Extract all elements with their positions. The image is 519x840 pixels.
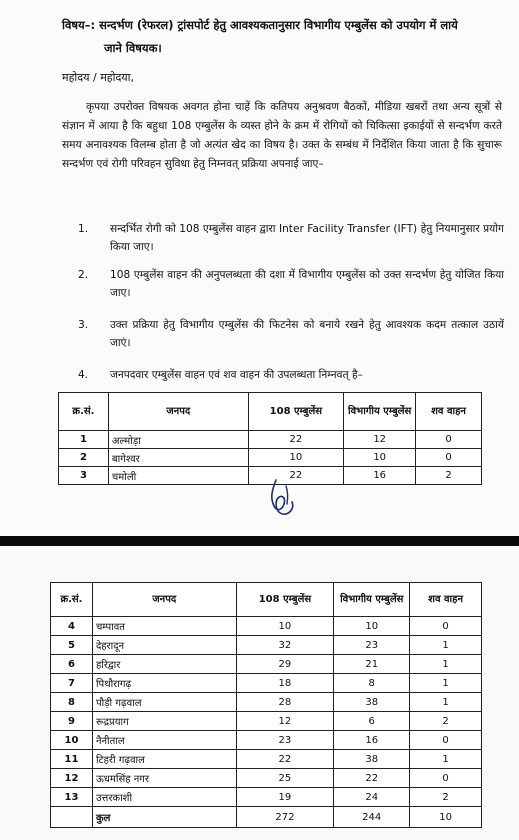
cell-dept: 12 bbox=[344, 431, 416, 449]
header-dept-ambulance: विभागीय एम्बुलेंस bbox=[344, 393, 416, 431]
cell-108: 10 bbox=[236, 617, 334, 636]
point-number: 1. bbox=[78, 223, 89, 235]
page-divider bbox=[0, 536, 519, 546]
cell-108: 32 bbox=[236, 636, 334, 655]
header-hearse: शव वाहन bbox=[410, 583, 482, 617]
cell-dept: 16 bbox=[334, 731, 410, 750]
total-dept: 244 bbox=[334, 807, 410, 828]
intro-text: कृपया उपरोक्त विषयक अवगत होना चाहें कि कतिपय अनुश्रवण बैठकों, मीडिया खबरों तथा अन्य सूत्रों से संज्ञान में आया है कि बहुधा 108 एम्बुलेंस के व्यस्त होने के क्रम में रोगियों को चिकित्सा इकाईयों से सन्दर्भण करते समय अनावश्यक विलम्ब होता है जो अत्यंत खेद का विषय है। उक्त के सम्बंध में निर्देशित किया जाता है कि सुचारू सन्दर्भण एवं रोगी परिवहन सुविधा हेतु निम्नवत् प्रक्रिया अपनाई जाए– bbox=[62, 101, 502, 170]
cell-dept: 8 bbox=[334, 674, 410, 693]
table-header-row bbox=[59, 393, 482, 431]
header-dept-ambulance: विभागीय एम्बुलेंस bbox=[334, 583, 410, 617]
cell-dept: 16 bbox=[344, 467, 416, 485]
cell-dept: 23 bbox=[334, 636, 410, 655]
point-text: सन्दर्भित रोगी को 108 एम्बुलेंस वाहन द्वारा Inter Facility Transfer (IFT) हेतु नियमानुसार प्रयोग किया जाए। bbox=[110, 223, 504, 253]
subject-text-line2: जाने विषयक। bbox=[104, 41, 162, 55]
cell-dept: 6 bbox=[334, 712, 410, 731]
cell-sno: 7 bbox=[51, 674, 93, 693]
point-number: 2. bbox=[78, 269, 89, 281]
cell-hearse: 0 bbox=[410, 769, 482, 788]
cell-108: 19 bbox=[236, 788, 334, 807]
cell-108: 22 bbox=[248, 467, 344, 485]
table-row bbox=[51, 674, 482, 693]
cell-dept: 24 bbox=[334, 788, 410, 807]
cell-district: नैनीताल bbox=[92, 731, 236, 750]
cell-dept: 21 bbox=[334, 655, 410, 674]
table-row bbox=[51, 769, 482, 788]
cell-district: उत्तरकाशी bbox=[92, 788, 236, 807]
table-row bbox=[51, 788, 482, 807]
cell-108: 10 bbox=[248, 449, 344, 467]
cell-hearse: 2 bbox=[410, 712, 482, 731]
cell-sno: 12 bbox=[51, 769, 93, 788]
cell-hearse: 0 bbox=[410, 617, 482, 636]
point-text: जनपदवार एम्बुलेंस वाहन एवं शव वाहन की उपलब्धता निम्नवत् है– bbox=[110, 369, 363, 381]
cell-sno: 9 bbox=[51, 712, 93, 731]
cell-hearse: 1 bbox=[410, 655, 482, 674]
subject-line bbox=[62, 14, 502, 60]
total-108: 272 bbox=[236, 807, 334, 828]
district-table-part1 bbox=[58, 392, 482, 485]
cell-108: 12 bbox=[236, 712, 334, 731]
table-row bbox=[51, 731, 482, 750]
cell-108: 23 bbox=[236, 731, 334, 750]
total-label: कुल bbox=[92, 807, 236, 828]
intro-paragraph bbox=[62, 98, 502, 174]
table-total-row bbox=[51, 807, 482, 828]
header-sno: क्र.सं. bbox=[51, 583, 93, 617]
cell-dept: 10 bbox=[344, 449, 416, 467]
cell-hearse: 1 bbox=[410, 750, 482, 769]
cell-hearse: 2 bbox=[410, 788, 482, 807]
table-row bbox=[59, 431, 482, 449]
point-number: 3. bbox=[78, 319, 89, 331]
cell-sno: 2 bbox=[59, 449, 109, 467]
cell-hearse: 2 bbox=[416, 467, 482, 485]
cell-108: 18 bbox=[236, 674, 334, 693]
cell-district: रूद्रप्रयाग bbox=[92, 712, 236, 731]
cell-district: पौड़ी गढ़वाल bbox=[92, 693, 236, 712]
header-108-ambulance: 108 एम्बुलेंस bbox=[248, 393, 344, 431]
point-text: उक्त प्रक्रिया हेतु विभागीय एम्बुलेंस की फिटनेस को बनाये रखने हेतु आवश्यक कदम तत्काल उठायें जाएं। bbox=[110, 319, 504, 349]
subject-label: विषय–: bbox=[62, 18, 96, 32]
cell-hearse: 0 bbox=[416, 449, 482, 467]
cell-108: 22 bbox=[236, 750, 334, 769]
letter-page-2 bbox=[0, 546, 519, 840]
cell-dept: 10 bbox=[334, 617, 410, 636]
cell-hearse: 1 bbox=[410, 693, 482, 712]
salutation: महोदय / महोदया, bbox=[62, 71, 135, 84]
header-district: जनपद bbox=[92, 583, 236, 617]
table-row bbox=[51, 750, 482, 769]
table-header-row bbox=[51, 583, 482, 617]
cell-hearse: 0 bbox=[410, 731, 482, 750]
cell-108: 28 bbox=[236, 693, 334, 712]
cell-district: चमोली bbox=[108, 467, 248, 485]
cell-hearse: 1 bbox=[410, 636, 482, 655]
cell-sno: 11 bbox=[51, 750, 93, 769]
cell-district: देहरादून bbox=[92, 636, 236, 655]
cell-hearse: 0 bbox=[416, 431, 482, 449]
cell-sno: 4 bbox=[51, 617, 93, 636]
cell-hearse: 1 bbox=[410, 674, 482, 693]
cell-sno: 10 bbox=[51, 731, 93, 750]
district-table-part2 bbox=[50, 582, 482, 828]
total-hearse: 10 bbox=[410, 807, 482, 828]
table-row bbox=[51, 712, 482, 731]
cell-sno bbox=[51, 807, 93, 828]
table-row bbox=[51, 617, 482, 636]
cell-district: अल्मोड़ा bbox=[108, 431, 248, 449]
cell-dept: 22 bbox=[334, 769, 410, 788]
cell-sno: 3 bbox=[59, 467, 109, 485]
table-row bbox=[59, 449, 482, 467]
cell-sno: 1 bbox=[59, 431, 109, 449]
cell-dept: 38 bbox=[334, 750, 410, 769]
header-district: जनपद bbox=[108, 393, 248, 431]
cell-district: चम्पावत bbox=[92, 617, 236, 636]
cell-sno: 5 bbox=[51, 636, 93, 655]
header-sno: क्र.सं. bbox=[59, 393, 109, 431]
cell-108: 29 bbox=[236, 655, 334, 674]
cell-sno: 6 bbox=[51, 655, 93, 674]
cell-district: बागेश्वर bbox=[108, 449, 248, 467]
signature-mark bbox=[262, 476, 302, 526]
cell-sno: 8 bbox=[51, 693, 93, 712]
cell-district: पिथौरागढ़ bbox=[92, 674, 236, 693]
cell-sno: 13 bbox=[51, 788, 93, 807]
cell-108: 22 bbox=[248, 431, 344, 449]
cell-district: हरिद्वार bbox=[92, 655, 236, 674]
point-number: 4. bbox=[78, 369, 89, 381]
cell-district: ऊधमसिंह नगर bbox=[92, 769, 236, 788]
point-text: 108 एम्बुलेंस वाहन की अनुपलब्धता की दशा में विभागीय एम्बुलेंस को उक्त सन्दर्भण हेतु योजित किया जाए। bbox=[110, 269, 504, 299]
header-108-ambulance: 108 एम्बुलेंस bbox=[236, 583, 334, 617]
table-row bbox=[51, 693, 482, 712]
cell-district: टिहरी गढ़वाल bbox=[92, 750, 236, 769]
table-row bbox=[51, 655, 482, 674]
cell-108: 25 bbox=[236, 769, 334, 788]
table-row bbox=[51, 636, 482, 655]
cell-dept: 38 bbox=[334, 693, 410, 712]
subject-text-line1: सन्दर्भण (रेफरल) ट्रांसपोर्ट हेतु आवश्यकतानुसार विभागीय एम्बुलेंस को उपयोग में लाये bbox=[99, 18, 458, 32]
header-hearse: शव वाहन bbox=[416, 393, 482, 431]
